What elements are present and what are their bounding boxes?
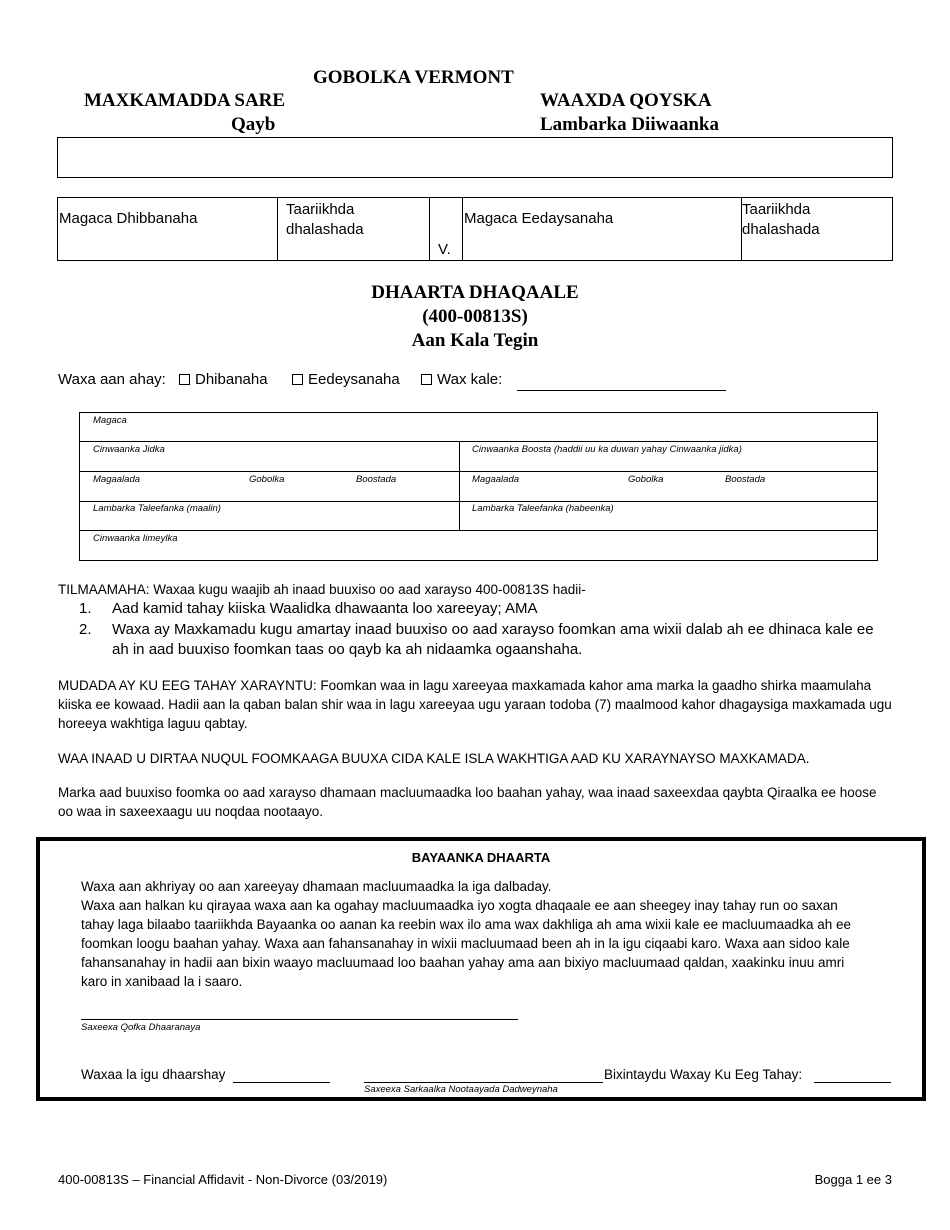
plaintiff-checkbox[interactable]: [179, 374, 190, 385]
zip-field[interactable]: Boostada: [356, 474, 397, 485]
court-name: MAXKAMADDA SARE: [84, 90, 286, 111]
mailing-zip-field[interactable]: Boostada: [725, 474, 766, 485]
title-line-1: DHAARTA DHAQAALE: [371, 282, 579, 303]
sworn-statement-box: [36, 837, 926, 1101]
defendant-checkbox[interactable]: [292, 374, 303, 385]
caption-box[interactable]: [57, 137, 893, 178]
other-role-field[interactable]: [517, 390, 726, 391]
defendant-dob-label: Taariikhda dhalashada: [742, 201, 820, 238]
page-number: Bogga 1 ee 3: [814, 1172, 892, 1187]
parties-table: [57, 197, 893, 261]
statement-title: BAYAANKA DHAARTA: [411, 850, 551, 865]
instruction-2: Waxa ay Maxkamadu kugu amartay inaad buuxiso oo aad xarayso foomkan ama wixii dalab ah ee dhinaca kale ee ah in aad buuxiso foomkan taas oo qayb ka ah nidaamka ogaanshaha.: [112, 621, 874, 658]
instructions-intro: TILMAAMAHA: Waxaa kugu waajib ah inaad buuxiso oo aad xarayso 400-00813S hadii-: [58, 582, 586, 597]
mailing-city-field[interactable]: Magaalada: [472, 474, 520, 485]
role-label: Waxa aan ahay:: [58, 371, 166, 388]
docket-unit: WAAXDA QOYSKA: [540, 90, 712, 111]
state-name: GOBOLKA VERMONT: [313, 67, 514, 88]
instruction-2-number: 2.: [79, 621, 92, 638]
statement-paragraph-1: Waxa aan akhriyay oo aan xareeyay dhamaan macluumaadka la iga dalbaday.: [81, 879, 552, 894]
plaintiff-name-label: Magaca Dhibbanaha: [59, 210, 198, 227]
commission-expires-label: Bixintaydu Waxay Ku Eeg Tahay:: [604, 1067, 803, 1082]
instruction-1: Aad kamid tahay kiiska Waalidka dhawaanta loo xareeyay; AMA: [112, 600, 538, 617]
mailing-state-field[interactable]: Gobolka: [628, 474, 664, 485]
contact-info-grid: [79, 412, 878, 561]
title-line-2: (400-00813S): [422, 306, 528, 327]
division-label: Qayb: [231, 114, 276, 135]
state-field[interactable]: Gobolka: [249, 474, 285, 485]
plaintiff-dob-label: Taariikhda dhalashada: [286, 201, 364, 238]
role-option-plaintiff[interactable]: Dhibanaha: [179, 371, 268, 388]
street-address-field[interactable]: Cinwaanka Jidka: [93, 444, 165, 455]
statement-paragraph-2: Waxa aan halkan ku qirayaa waxa aan ka ogahay macluumaadka iyo xogta dhaqaale ee aan sheegey inay tahay run oo saxan tahay laga bilaabo taariikhda Bayaanka oo aanan ka reebin wax ilo ama wax dakhliga ah ama wixii kale ee macluumaadka ah ee foomkan loogu baahan yahay. Waxa aan fahansanahay in wixii macluumaad been ah in la igu ciqaabi karo. Waxa aan sidoo kale fahansanahay in hadii aan bixin waayo macluumaad loo baahan yahay ama aan bixiyo macluumaad qaldan, xaakinku inuu amri karo in xanibaad la i saaro.: [81, 898, 851, 989]
email-field[interactable]: Cinwaanka Iimeylka: [93, 533, 178, 544]
filing-deadline: MUDADA AY KU EEG TAHAY XARAYNTU: Foomkan waa in lagu xareeyaa maxkamada kahor ama marka la gaadho shirka maamulaha kiiska ee kowaad. Hadii aan la qaban balan shir waa in lagu xareeyaa ugu yaraan todoba (7) maalmood kahor dhagaysiga maxkamada ugu horeeya wakhtiga laguu qabtay.: [58, 678, 892, 731]
name-field[interactable]: Magaca: [93, 415, 127, 426]
signature-instruction: Marka aad buuxiso foomka oo aad xarayso dhamaan macluumaadka loo baahan yahay, waa inaad saxeexdaa qaybta Qiraalka ee hoose oo waa in saxeexaagu uu noqdaa nootaayo.: [58, 785, 877, 819]
docket-number-label: Lambarka Diiwaanka: [540, 114, 719, 135]
city-field[interactable]: Magaalada: [93, 474, 141, 485]
footer-form-id: 400-00813S – Financial Affidavit - Non-Divorce (03/2019): [58, 1172, 388, 1187]
day-phone-field[interactable]: Lambarka Taleefanka (maalin): [93, 503, 221, 514]
evening-phone-field[interactable]: Lambarka Taleefanka (habeenka): [472, 503, 614, 514]
notary-signature-line[interactable]: [364, 1082, 603, 1083]
sworn-label: Waxaa la igu dhaarshay: [81, 1067, 226, 1082]
role-option-defendant[interactable]: Eedeysanaha: [292, 371, 400, 388]
mailing-address-field[interactable]: Cinwaanka Boosta (haddii uu ka duwan yahay Cinwaanka jidka): [472, 444, 742, 455]
defendant-name-label: Magaca Eedaysanaha: [464, 210, 614, 227]
notary-signature-label: Saxeexa Sarkaalka Nootaayada Dadweynaha: [364, 1084, 558, 1095]
commission-expires-field[interactable]: [814, 1082, 891, 1083]
title-line-3: Aan Kala Tegin: [411, 330, 539, 351]
service-warning: WAA INAAD U DIRTAA NUQUL FOOMKAAGA BUUXA CIDA KALE ISLA WAKHTIGA AAD KU XARAYNAYSO MAXKAMADA.: [58, 751, 810, 766]
form-title: [0, 281, 950, 353]
sworn-date-field[interactable]: [233, 1082, 330, 1083]
instruction-1-number: 1.: [79, 600, 92, 617]
role-option-other[interactable]: Wax kale:: [421, 371, 502, 388]
other-checkbox[interactable]: [421, 374, 432, 385]
affiant-signature-line[interactable]: [81, 1019, 518, 1020]
affiant-signature-label: Saxeexa Qofka Dhaaranaya: [81, 1022, 201, 1033]
versus-label: V.: [438, 241, 451, 258]
